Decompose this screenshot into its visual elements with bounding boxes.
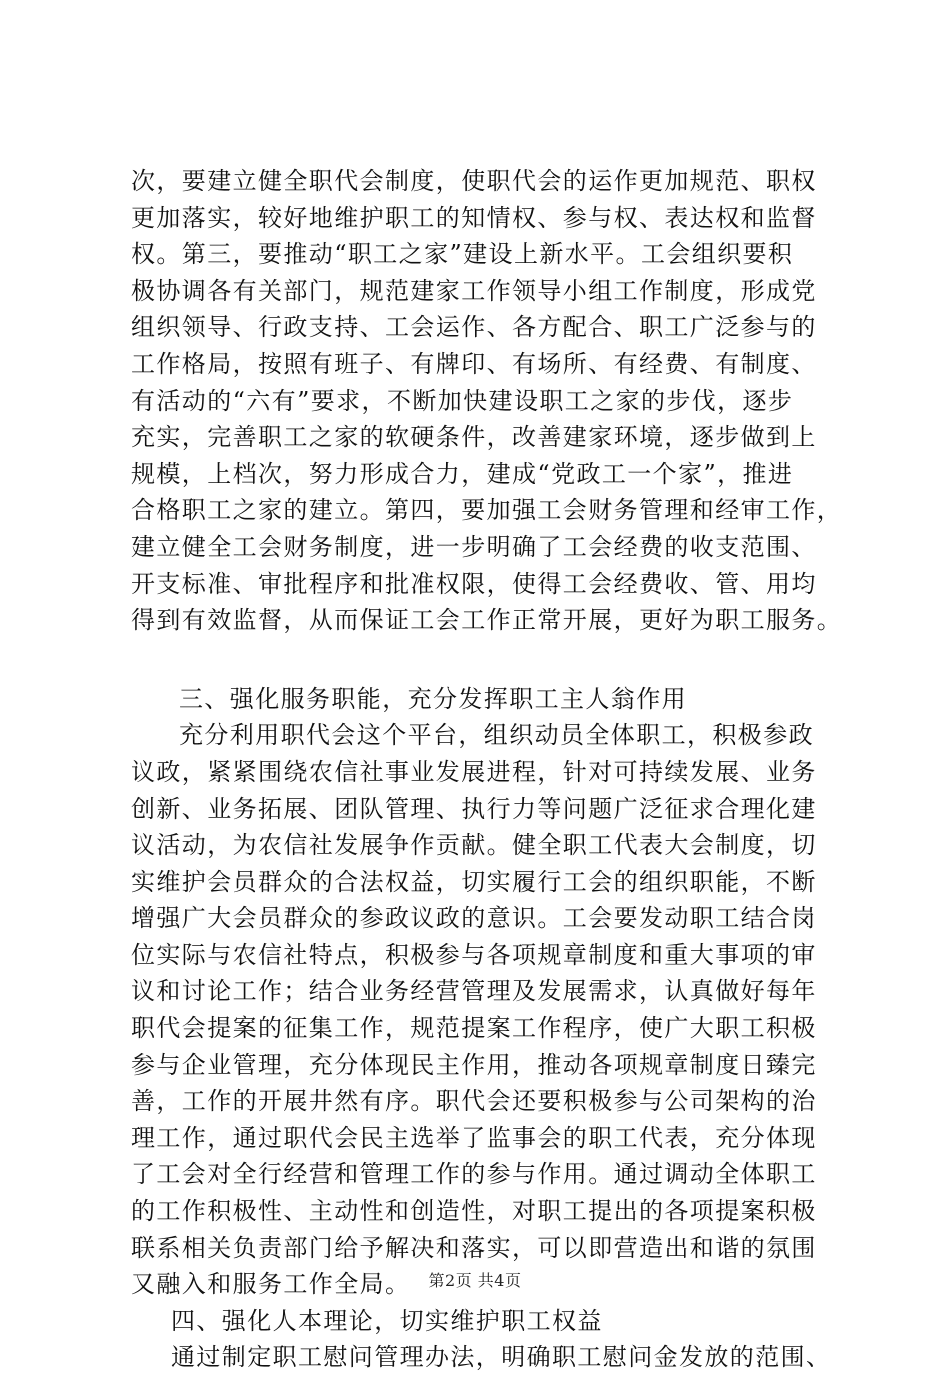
text-line: 议和讨论工作；结合业务经营管理及发展需求，认真做好每年: [131, 977, 817, 1006]
text-line: 次，要建立健全职代会制度，使职代会的运作更加规范、职权: [131, 167, 817, 195]
text-line: 权。第三，要推动“职工之家”建设上新水平。工会组织要积: [131, 240, 794, 269]
text-line: 得到有效监督，从而保证工会工作正常开展，更好为职工服务。: [131, 606, 843, 635]
text-line: 实维护会员群众的合法权益，切实履行工会的组织职能，不断: [131, 867, 817, 896]
text-line: 有活动的“六有”要求，不断加快建设职工之家的步伐，逐步: [131, 386, 794, 415]
document-body: [131, 163, 843, 1376]
paragraph-spacer: [131, 639, 831, 681]
text-line: 的工作积极性、主动性和创造性，对职工提出的各项提案积极: [131, 1197, 817, 1226]
text-line: 议政，紧紧围绕农信社事业发展进程，针对可持续发展、业务: [131, 757, 817, 786]
text-line: 位实际与农信社特点，积极参与各项规章制度和重大事项的审: [131, 940, 817, 969]
paragraph-2: [131, 717, 831, 1303]
text-line: 充分利用职代会这个平台，组织动员全体职工，积极参政: [179, 721, 814, 750]
text-line: 极协调各有关部门，规范建家工作领导小组工作制度，形成党: [131, 276, 817, 305]
text-line: 更加落实，较好地维护职工的知情权、参与权、表达权和监督: [131, 203, 817, 232]
text-line: 建立健全工会财务制度，进一步明确了工会经费的收支范围、: [131, 532, 817, 561]
text-line: 职代会提案的征集工作，规范提案工作程序，使广大职工积极: [131, 1014, 817, 1043]
paragraph-1: [131, 163, 843, 639]
page-footer: [0, 1271, 950, 1291]
text-line: 充实，完善职工之家的软硬条件，改善建家环境，逐步做到上: [131, 423, 817, 452]
text-line: 联系相关负责部门给予解决和落实，可以即营造出和谐的氛围: [131, 1233, 817, 1262]
page-number-label: 第2页 共4页: [428, 1271, 522, 1290]
section-heading-3: 三、强化服务职能，充分发挥职工主人翁作用: [179, 684, 687, 713]
text-line: 理工作，通过职代会民主选举了监事会的职工代表，充分体现: [131, 1123, 817, 1152]
section-heading-4: 四、强化人本理论，切实维护职工权益: [171, 1306, 603, 1335]
text-line: 工作格局，按照有班子、有牌印、有场所、有经费、有制度、: [131, 349, 817, 378]
text-line: 参与企业管理，充分体现民主作用，推动各项规章制度日臻完: [131, 1050, 817, 1079]
text-line: 开支标准、审批程序和批准权限，使得工会经费收、管、用均: [131, 569, 817, 598]
text-line: 合格职工之家的建立。第四，要加强工会财务管理和经审工作，: [131, 496, 843, 525]
text-line: 又融入和服务工作全局。: [131, 1270, 411, 1299]
paragraph-3: [131, 1339, 831, 1376]
text-line: 创新、业务拓展、团队管理、执行力等问题广泛征求合理化建: [131, 794, 817, 823]
text-line: 了工会对全行经营和管理工作的参与作用。通过调动全体职工: [131, 1160, 817, 1189]
text-line: 组织领导、行政支持、工会运作、各方配合、职工广泛参与的: [131, 313, 817, 342]
text-line: 善，工作的开展井然有序。职代会还要积极参与公司架构的治: [131, 1087, 817, 1116]
text-line: 规模，上档次，努力形成合力，建成“党政工一个家”，推进: [131, 459, 794, 488]
text-line: 通过制定职工慰问管理办法，明确职工慰问金发放的范围、: [171, 1343, 832, 1372]
text-line: 议活动，为农信社发展争作贡献。健全职工代表大会制度，切: [131, 831, 817, 860]
text-line: 增强广大会员群众的参政议政的意识。工会要发动职工结合岗: [131, 904, 817, 933]
